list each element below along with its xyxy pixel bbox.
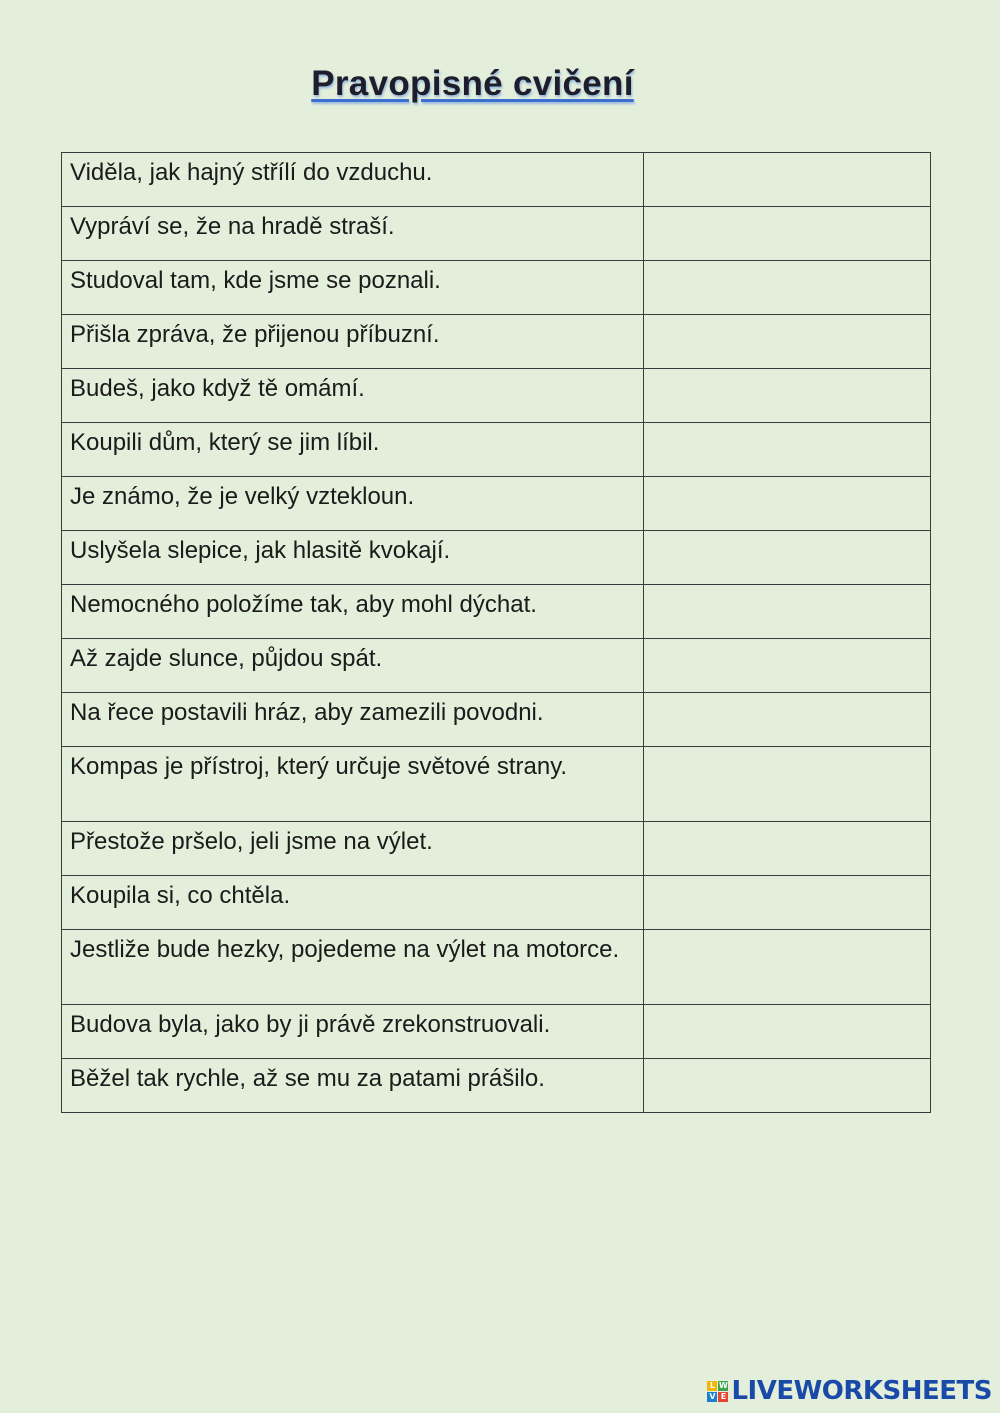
table-row	[62, 369, 931, 423]
answer-cell[interactable]	[644, 315, 931, 369]
logo-letter: W	[719, 1381, 728, 1390]
table-row	[62, 822, 931, 876]
table-row	[62, 261, 931, 315]
sentence-cell: Přestože pršelo, jeli jsme na výlet.	[62, 822, 644, 876]
sentence-cell: Běžel tak rychle, až se mu za patami prášilo.	[62, 1059, 644, 1113]
page-title: Pravopisné cvičení	[311, 64, 634, 103]
answer-cell[interactable]	[644, 207, 931, 261]
sentence-cell: Koupili dům, který se jim líbil.	[62, 423, 644, 477]
table-row	[62, 1059, 931, 1113]
answer-cell[interactable]	[644, 1059, 931, 1113]
answer-cell[interactable]	[644, 876, 931, 930]
sentence-cell: Budova byla, jako by ji právě zrekonstruovali.	[62, 1005, 644, 1059]
answer-cell[interactable]	[644, 822, 931, 876]
table-row	[62, 477, 931, 531]
sentence-cell: Viděla, jak hajný střílí do vzduchu.	[62, 153, 644, 207]
answer-cell[interactable]	[644, 585, 931, 639]
answer-cell[interactable]	[644, 930, 931, 1005]
exercise-table	[61, 152, 931, 1113]
table-row	[62, 423, 931, 477]
answer-cell[interactable]	[644, 477, 931, 531]
logo-letter: E	[718, 1392, 728, 1402]
table-row	[62, 930, 931, 1005]
table-row	[62, 876, 931, 930]
sentence-cell: Je známo, že je velký vztekloun.	[62, 477, 644, 531]
sentence-cell: Jestliže bude hezky, pojedeme na výlet na motorce.	[62, 930, 644, 1005]
logo-mark-icon	[707, 1381, 728, 1402]
sentence-cell: Budeš, jako když tě omámí.	[62, 369, 644, 423]
table-row	[62, 531, 931, 585]
answer-cell[interactable]	[644, 1005, 931, 1059]
table-row	[62, 693, 931, 747]
sentence-cell: Až zajde slunce, půjdou spát.	[62, 639, 644, 693]
answer-cell[interactable]	[644, 153, 931, 207]
table-row	[62, 315, 931, 369]
answer-cell[interactable]	[644, 369, 931, 423]
sentence-cell: Na řece postavili hráz, aby zamezili povodni.	[62, 693, 644, 747]
sentence-cell: Kompas je přístroj, který určuje světové strany.	[62, 747, 644, 822]
table-row	[62, 585, 931, 639]
table-row	[62, 639, 931, 693]
sentence-cell: Koupila si, co chtěla.	[62, 876, 644, 930]
table-row	[62, 747, 931, 822]
sentence-cell: Přišla zpráva, že přijenou příbuzní.	[62, 315, 644, 369]
answer-cell[interactable]	[644, 639, 931, 693]
table-row	[62, 207, 931, 261]
answer-cell[interactable]	[644, 531, 931, 585]
liveworksheets-logo	[707, 1376, 992, 1406]
sentence-cell: Nemocného položíme tak, aby mohl dýchat.	[62, 585, 644, 639]
answer-cell[interactable]	[644, 261, 931, 315]
answer-cell[interactable]	[644, 693, 931, 747]
logo-letter: V	[709, 1392, 716, 1401]
answer-cell[interactable]	[644, 423, 931, 477]
table-row	[62, 153, 931, 207]
sentence-cell: Vypráví se, že na hradě straší.	[62, 207, 644, 261]
logo-letter: L	[707, 1381, 717, 1391]
table-row	[62, 1005, 931, 1059]
sentence-cell: Studoval tam, kde jsme se poznali.	[62, 261, 644, 315]
brand-name: LIVEWORKSHEETS	[731, 1376, 992, 1406]
sentence-cell: Uslyšela slepice, jak hlasitě kvokají.	[62, 531, 644, 585]
answer-cell[interactable]	[644, 747, 931, 822]
